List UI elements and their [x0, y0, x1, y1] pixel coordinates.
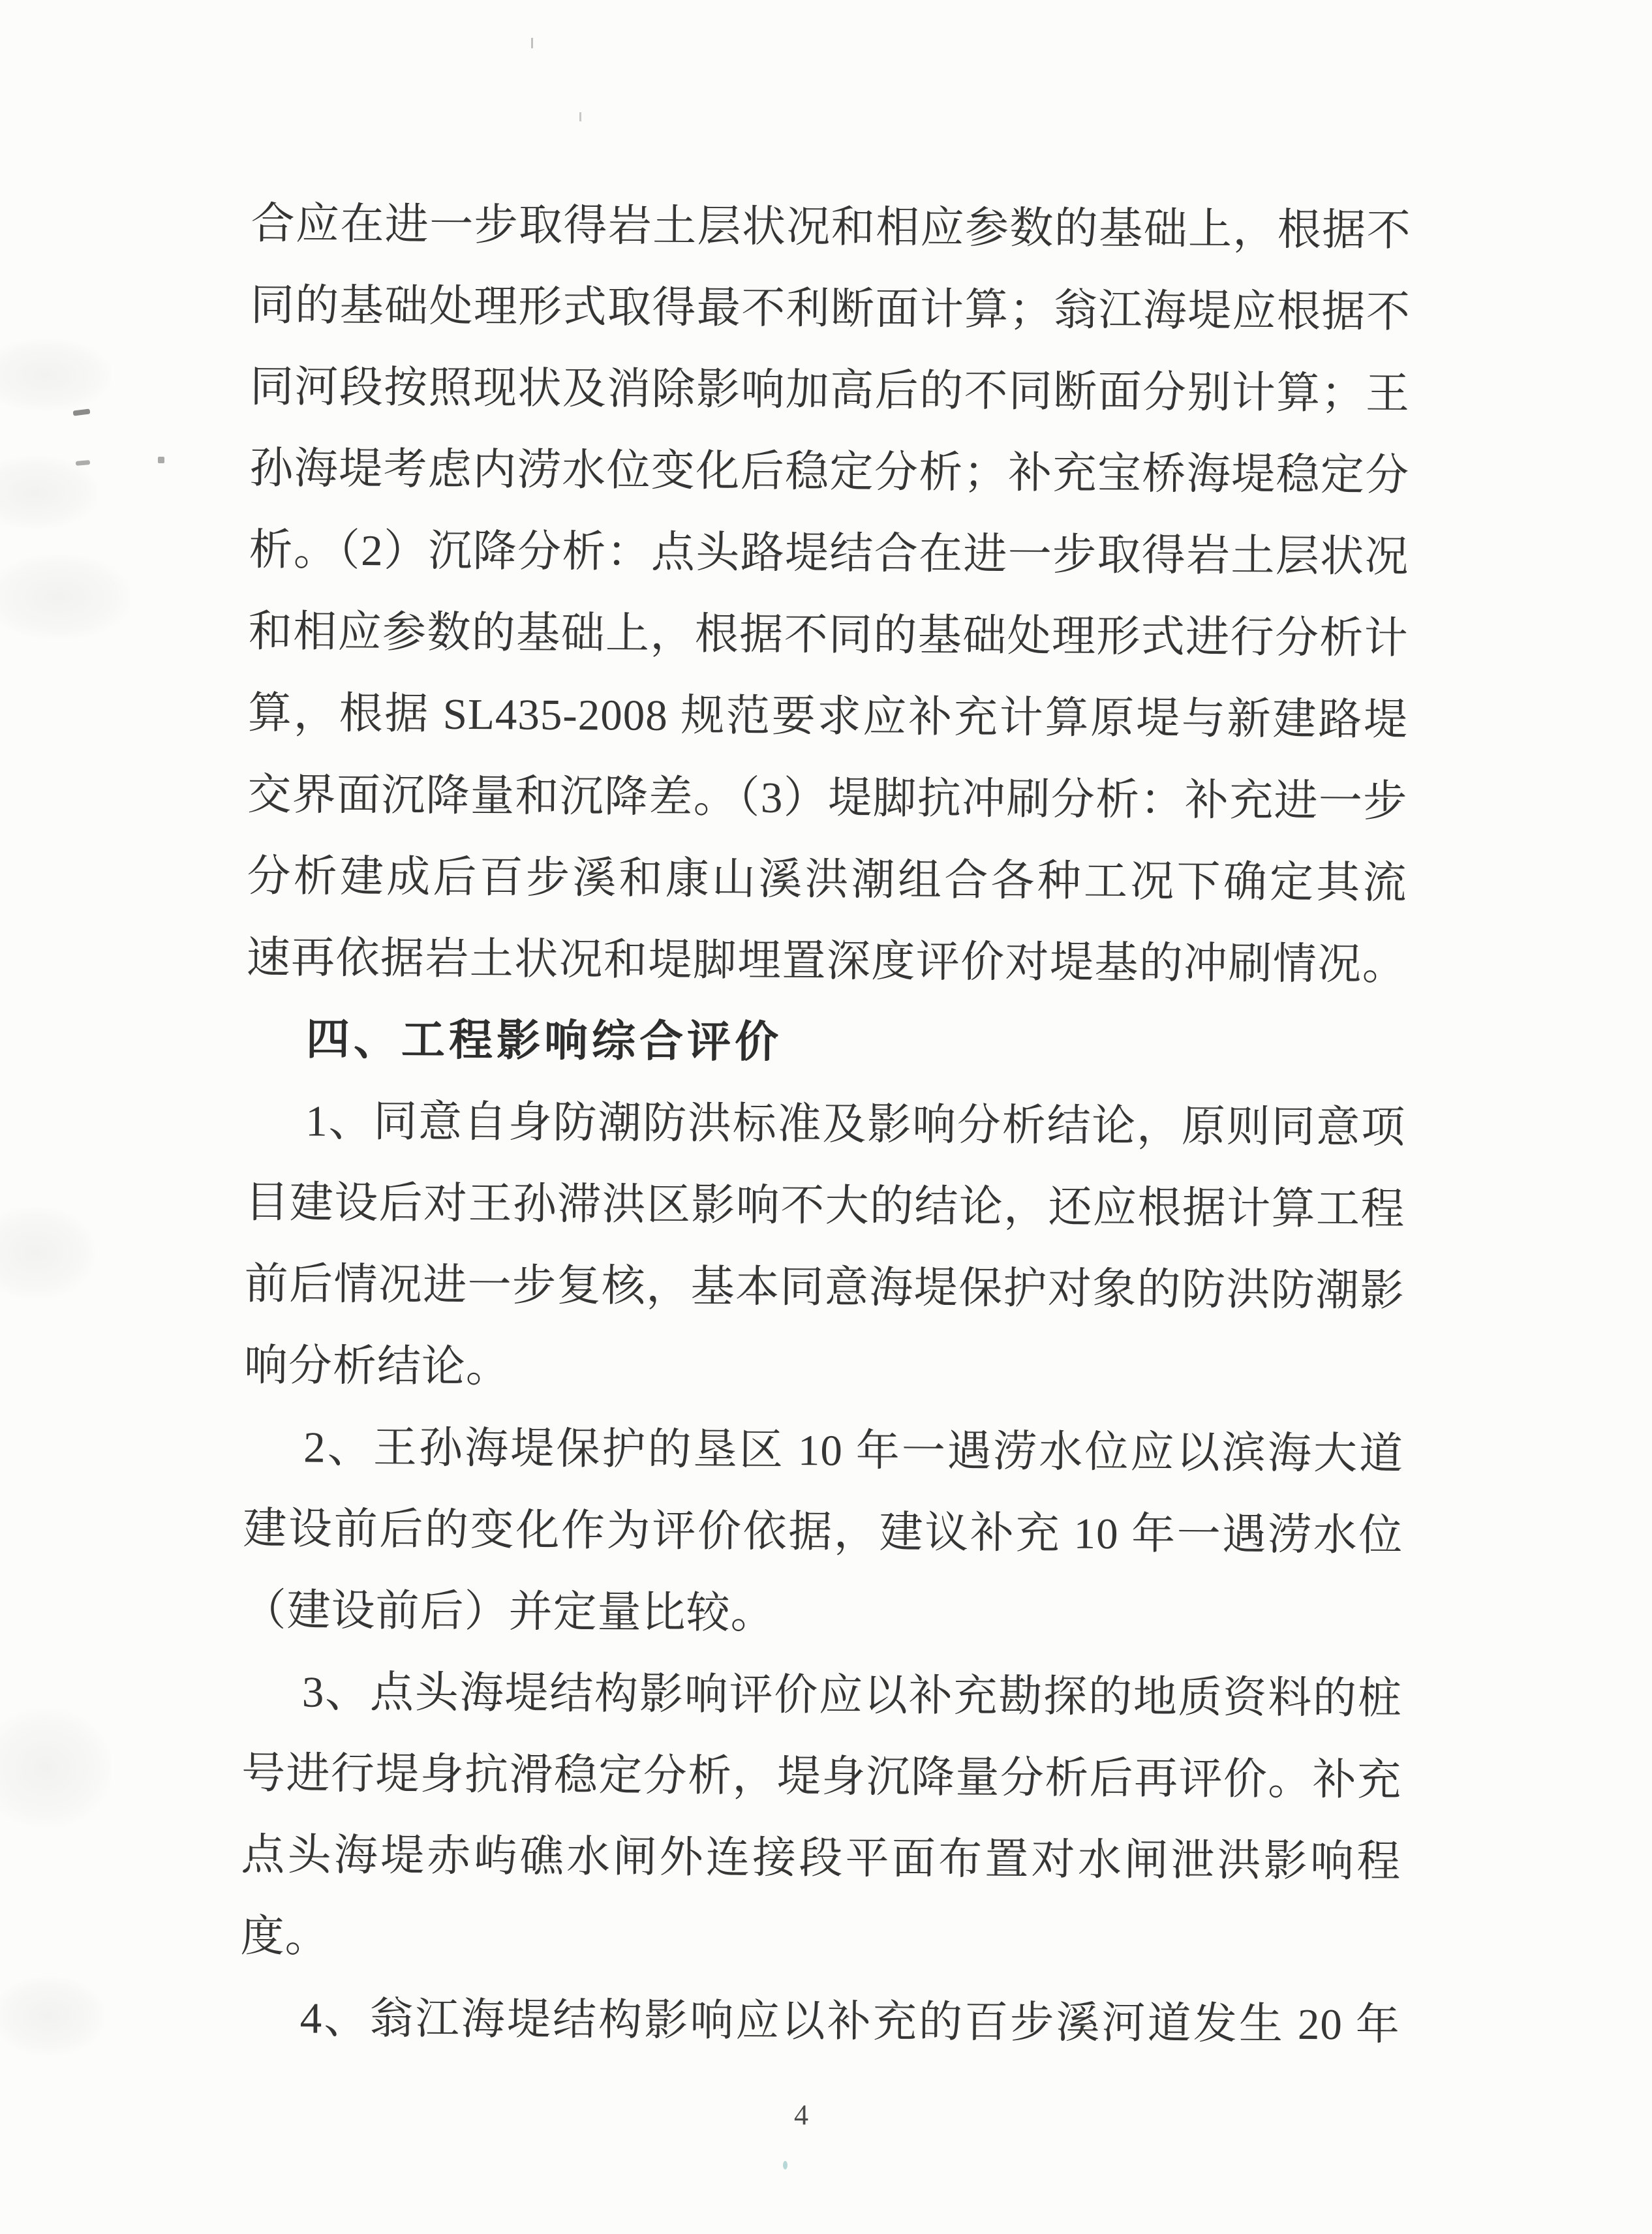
- scan-speck: [73, 408, 91, 416]
- text-line: 3、点头海堤结构影响评价应以补充勘探的地质资料的桩: [301, 1668, 1403, 1723]
- text-line: 前后情况进一步复核，基本同意海堤保护对象的防洪防潮影: [244, 1259, 1405, 1315]
- scan-smudge: [0, 1709, 111, 1827]
- text-line: 同河段按照现状及消除影响加高后的不同断面分别计算；王: [249, 362, 1411, 418]
- text-line: 1、同意自身防潮防洪标准及影响分析结论，原则同意项: [305, 1097, 1406, 1152]
- text-line: 交界面沉降量和沉降差。（3）堤脚抗冲刷分析：补充进一步: [247, 770, 1408, 826]
- scan-smudge: [0, 339, 111, 411]
- text-line: 度。: [240, 1912, 329, 1961]
- text-line: 分析建成后百步溪和康山溪洪潮组合各种工况下确定其流: [247, 851, 1407, 908]
- scan-speck: [76, 460, 91, 466]
- scan-smudge: [0, 555, 130, 639]
- text-line: 目建设后对王孙滞洪区影响不大的结论，还应根据计算工程: [245, 1178, 1405, 1234]
- scan-speck: [158, 457, 164, 463]
- scan-smudge: [0, 1977, 104, 2055]
- section-heading: 四、工程影响综合评价: [305, 1015, 783, 1067]
- text-line: 析。（2）沉降分析：点头路堤结合在进一步取得岩土层状况: [249, 525, 1409, 581]
- text-line: 4、翁江海堤结构影响应以补充的百步溪河道发生 20 年: [299, 1994, 1401, 2049]
- text-line: 响分析结论。: [243, 1341, 511, 1392]
- text-line: 同的基础处理形式取得最不利断面计算；翁江海堤应根据不: [250, 281, 1411, 337]
- text-line: 建设前后的变化作为评价依据，建议补充 10 年一遇涝水位: [243, 1504, 1403, 1560]
- text-line: 点头海堤赤屿礁水闸外连接段平面布置对水闸泄洪影响程: [241, 1830, 1401, 1886]
- text-line: 和相应参数的基础上，根据不同的基础处理形式进行分析计: [248, 607, 1409, 663]
- text-line: 速再依据岩土状况和堤脚埋置深度评价对堤基的冲刷情况。: [246, 933, 1407, 989]
- text-line: 合应在进一步取得岩土层状况和相应参数的基础上，根据不: [251, 199, 1411, 255]
- text-line: 算，根据 SL435-2008 规范要求应补充计算原堤与新建路堤: [247, 688, 1409, 744]
- text-line: 2、王孙海堤保护的垦区 10 年一遇涝水位应以滨海大道: [303, 1423, 1404, 1478]
- scan-smudge: [0, 457, 98, 528]
- text-line: 号进行堤身抗滑稳定分析，堤身沉降量分析后再评价。补充: [241, 1749, 1402, 1805]
- document-text: [239, 183, 1411, 2066]
- page-number: 4: [794, 2099, 808, 2131]
- scan-speck: [579, 112, 581, 121]
- scan-speck: [531, 38, 533, 48]
- scan-speck: [783, 2161, 788, 2169]
- scan-smudge: [0, 1207, 95, 1298]
- text-line: 孙海堤考虑内涝水位变化后稳定分析；补充宝桥海堤稳定分: [249, 444, 1410, 500]
- text-line: （建设前后）并定量比较。: [242, 1585, 775, 1638]
